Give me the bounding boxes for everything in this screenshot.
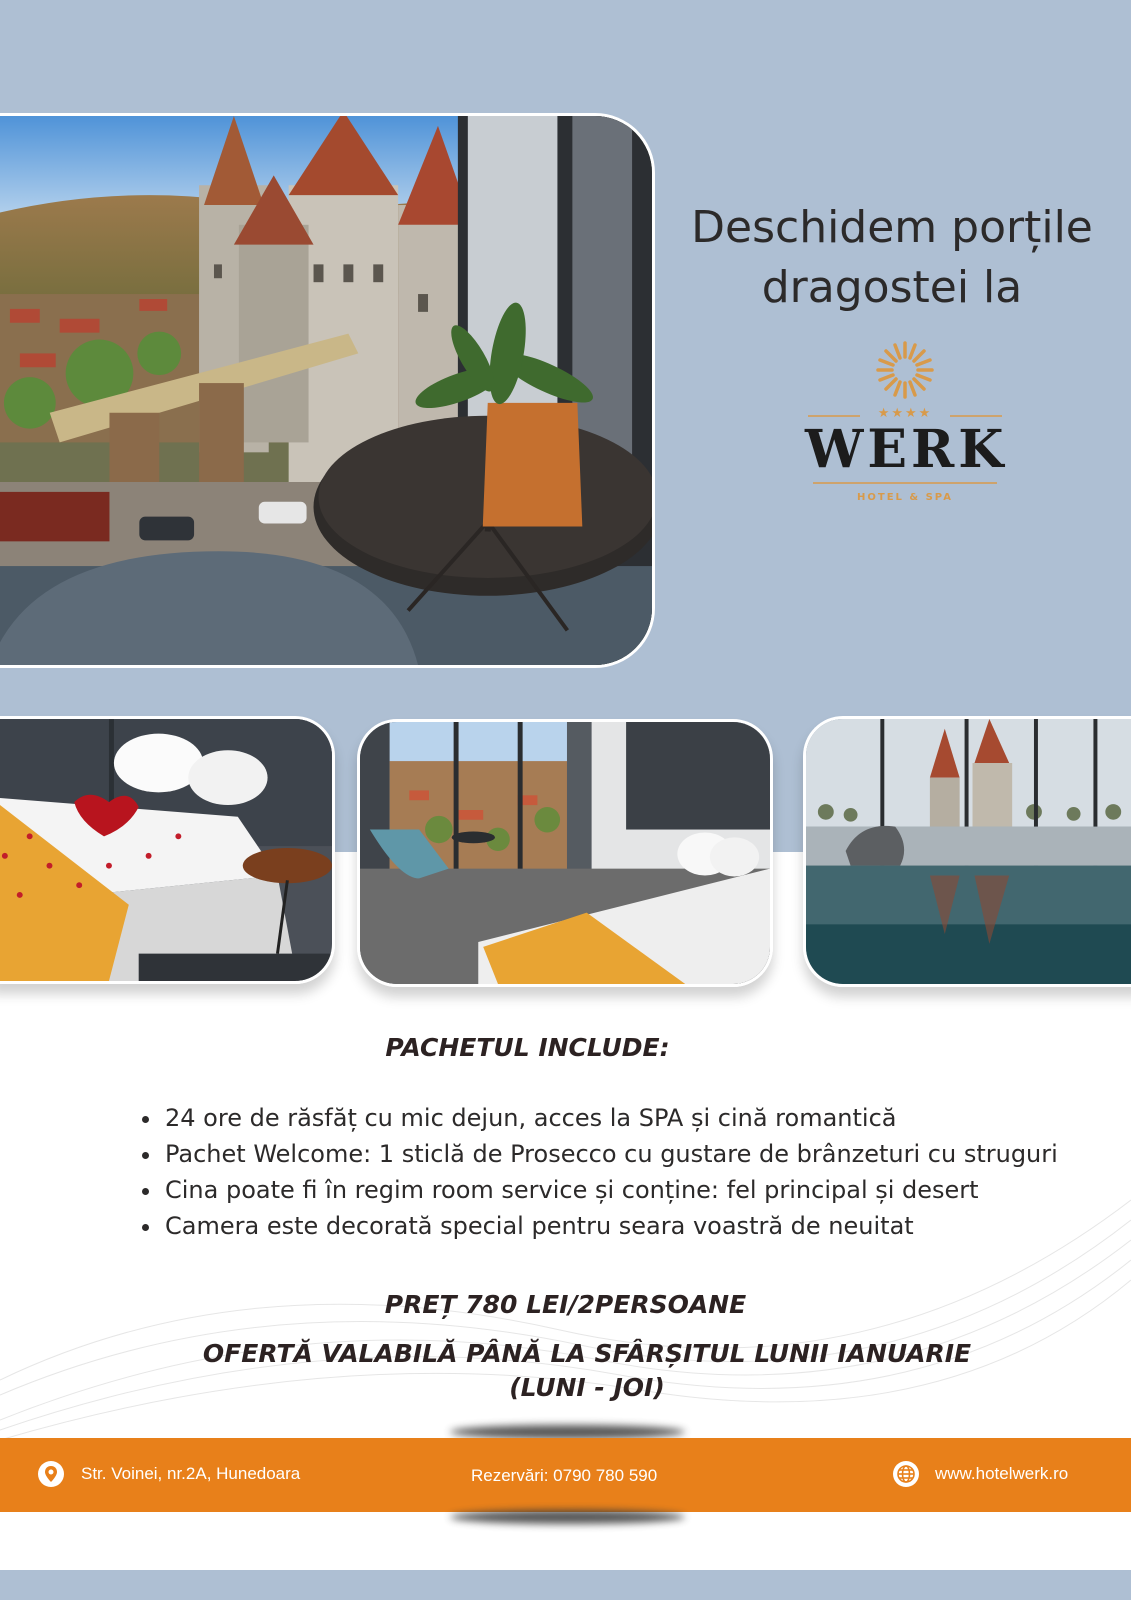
globe-icon <box>892 1460 920 1488</box>
footer-address: Str. Voinei, nr.2A, Hunedoara <box>81 1464 301 1483</box>
list-item: • Camera este decorată special pentru seara voastră de neuitat <box>163 1208 1103 1244</box>
hero-photo-castle-view <box>0 113 655 668</box>
photo-romantic-bed <box>0 716 335 984</box>
hotel-logo <box>805 340 1008 510</box>
list-item: • Cina poate fi în regim room service și conține: fel principal și desert <box>163 1172 1103 1208</box>
logo-stars: ★★★★ <box>877 406 933 421</box>
footer-website-link[interactable]: www.hotelwerk.ro <box>935 1464 1069 1483</box>
price-text: PREȚ 780 LEI/2PERSOANE <box>384 1290 747 1319</box>
list-item: • Pachet Welcome: 1 sticlă de Prosecco cu gustare de brânzeturi cu struguri <box>163 1136 1103 1172</box>
decorative-shadow-top <box>450 1425 685 1439</box>
headline-line2: dragostei la <box>761 262 1023 313</box>
headline <box>668 198 1116 318</box>
offer-line1: OFERTĂ VALABILĂ PÂNĂ LA SFÂRȘITUL LUNII IANUARIE <box>202 1339 972 1368</box>
photo-room-view <box>357 719 773 987</box>
headline-line1: Deschidem porțile <box>691 202 1093 253</box>
footer-reservations[interactable]: Rezervări: 0790 780 590 <box>471 1466 658 1485</box>
photo-spa-pool <box>803 716 1131 987</box>
list-item: • 24 ore de răsfăț cu mic dejun, acces la SPA și cină romantică <box>163 1100 1103 1136</box>
decorative-shadow-bottom <box>450 1510 685 1524</box>
package-list <box>140 1100 1103 1244</box>
logo-name: WERK <box>805 419 1008 480</box>
package-title: PACHETUL INCLUDE: <box>385 1033 670 1062</box>
location-pin-icon <box>37 1460 65 1488</box>
logo-subtitle: HOTEL & SPA <box>857 492 953 503</box>
offer-line2: (LUNI - JOI) <box>509 1373 665 1402</box>
offer-text <box>0 1337 1131 1405</box>
bottom-strip <box>0 1570 1131 1600</box>
